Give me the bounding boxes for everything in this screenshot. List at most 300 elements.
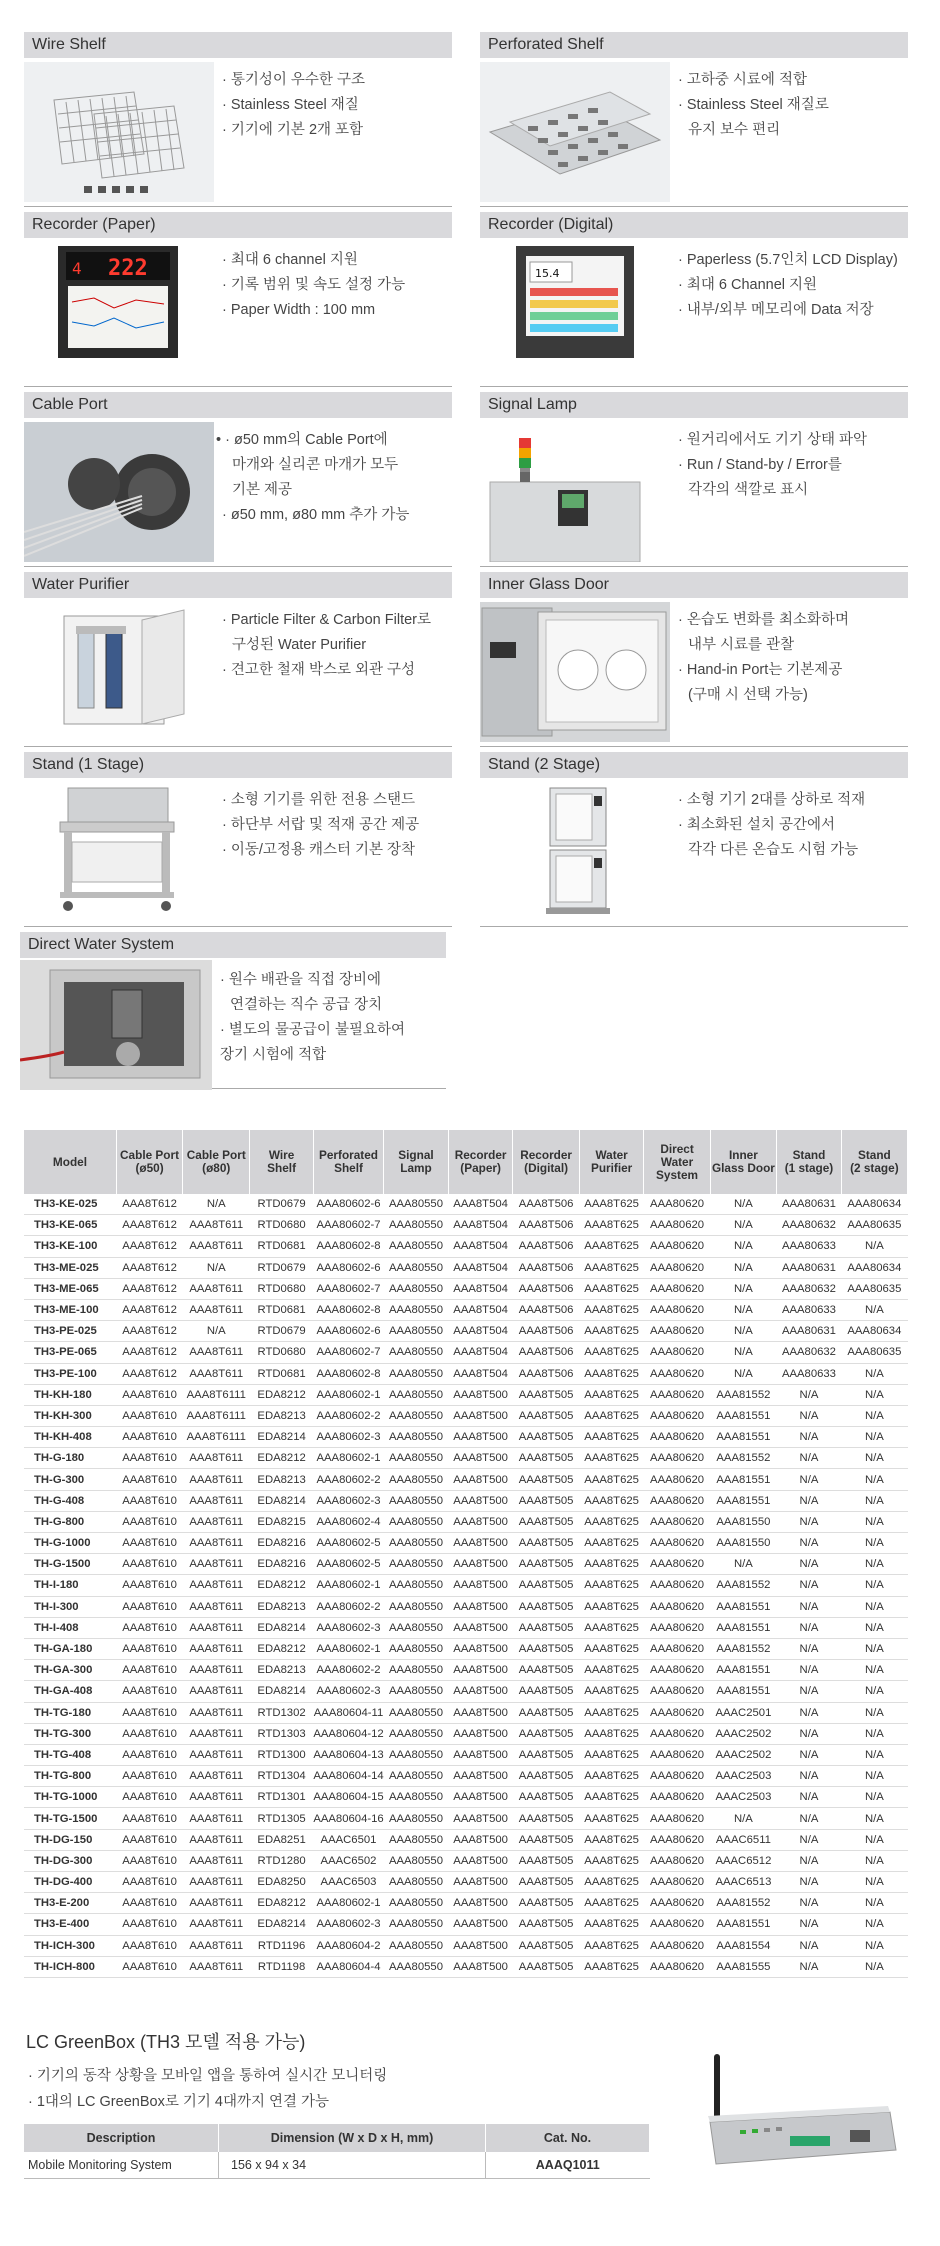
- cell-model: TH-TG-180: [24, 1702, 116, 1723]
- desc-line: · 기록 범위 및 속도 설정 가능: [222, 277, 406, 293]
- col-header: Stand (1 stage): [777, 1130, 842, 1194]
- stand-1-stage-image: [24, 782, 214, 922]
- table-cell: AAA80620: [644, 1808, 710, 1829]
- table-cell: EDA8214: [250, 1617, 313, 1638]
- table-cell: AAA8T610: [116, 1893, 182, 1914]
- table-cell: AAA8T611: [183, 1744, 250, 1765]
- table-cell: AAA80602-6: [313, 1321, 383, 1342]
- table-cell: RTD0681: [250, 1236, 313, 1257]
- table-cell: AAA8T500: [448, 1384, 513, 1405]
- table-cell: N/A: [777, 1469, 842, 1490]
- table-cell: EDA8214: [250, 1427, 313, 1448]
- card-description: [216, 428, 452, 528]
- table-cell: AAA8T500: [448, 1808, 513, 1829]
- table-cell: AAA8T611: [183, 1533, 250, 1554]
- cell-model: TH-DG-150: [24, 1829, 116, 1850]
- table-cell: AAA80602-7: [313, 1215, 383, 1236]
- table-cell: EDA8216: [250, 1533, 313, 1554]
- desc-line: · Particle Filter & Carbon Filter로: [222, 612, 431, 628]
- table-cell: AAA80550: [384, 1808, 449, 1829]
- table-cell: AAA80550: [384, 1914, 449, 1935]
- table-cell: AAAC2501: [710, 1702, 777, 1723]
- table-cell: RTD1198: [250, 1956, 313, 1977]
- table-cell: AAA80550: [384, 1194, 449, 1215]
- table-cell: AAA80550: [384, 1384, 449, 1405]
- table-cell: AAA80550: [384, 1257, 449, 1278]
- table-cell: AAA8T610: [116, 1427, 182, 1448]
- table-cell: AAA8T504: [448, 1321, 513, 1342]
- desc-line: · 소형 기기 2대를 상하로 적재: [678, 792, 866, 808]
- table-cell: AAA8T611: [183, 1702, 250, 1723]
- desc-line: · 기기에 기본 2개 포함: [222, 122, 364, 138]
- table-cell: AAA8T505: [513, 1469, 579, 1490]
- table-cell: AAA8T505: [513, 1554, 579, 1575]
- table-cell: AAA8T505: [513, 1935, 579, 1956]
- cell-cat-no: AAAQ1011: [486, 2152, 650, 2179]
- table-row: [24, 1638, 908, 1659]
- table-cell: RTD1302: [250, 1702, 313, 1723]
- table-cell: AAA8T500: [448, 1702, 513, 1723]
- table-cell: AAA8T506: [513, 1363, 579, 1384]
- table-cell: AAA8T500: [448, 1681, 513, 1702]
- table-body: [24, 1194, 908, 1977]
- table-cell: N/A: [841, 1575, 907, 1596]
- table-cell: N/A: [710, 1215, 777, 1236]
- table-cell: AAA80620: [644, 1850, 710, 1871]
- table-cell: AAA8T611: [183, 1278, 250, 1299]
- table-cell: AAA80602-8: [313, 1236, 383, 1257]
- table-cell: AAA8T500: [448, 1766, 513, 1787]
- table-cell: AAA80620: [644, 1257, 710, 1278]
- cell-model: TH-TG-408: [24, 1744, 116, 1765]
- table-cell: AAA8T625: [579, 1681, 644, 1702]
- table-cell: RTD0679: [250, 1194, 313, 1215]
- table-cell: AAA80620: [644, 1956, 710, 1977]
- card-description: [220, 968, 446, 1068]
- table-cell: AAA8T611: [183, 1596, 250, 1617]
- table-row: [24, 1702, 908, 1723]
- table-cell: AAA81551: [710, 1914, 777, 1935]
- table-cell: AAA8T500: [448, 1638, 513, 1659]
- cell-model: TH-TG-300: [24, 1723, 116, 1744]
- table-cell: AAA80550: [384, 1893, 449, 1914]
- table-cell: AAA8T611: [183, 1681, 250, 1702]
- table-cell: AAA8T505: [513, 1638, 579, 1659]
- table-cell: N/A: [777, 1511, 842, 1532]
- table-cell: AAA81552: [710, 1893, 777, 1914]
- greenbox-desc-line: · 1대의 LC GreenBox로 기기 4대까지 연결 가능: [28, 2094, 330, 2110]
- table-cell: RTD0679: [250, 1257, 313, 1278]
- desc-line: · Paperless (5.7인치 LCD Display): [678, 252, 898, 268]
- table-cell: AAA8T500: [448, 1511, 513, 1532]
- table-cell: AAA80602-1: [313, 1638, 383, 1659]
- paper-recorder-image: [24, 242, 214, 382]
- table-cell: AAA81554: [710, 1935, 777, 1956]
- table-cell: AAA81555: [710, 1956, 777, 1977]
- table-cell: N/A: [841, 1617, 907, 1638]
- table-cell: AAA8T610: [116, 1405, 182, 1426]
- table-cell: AAA80620: [644, 1829, 710, 1850]
- table-cell: AAA80550: [384, 1766, 449, 1787]
- table-cell: N/A: [841, 1448, 907, 1469]
- desc-line: 유지 보수 편리: [688, 122, 781, 138]
- table-cell: AAA8T625: [579, 1893, 644, 1914]
- table-cell: AAA8T504: [448, 1342, 513, 1363]
- table-cell: AAA8T611: [183, 1448, 250, 1469]
- table-cell: N/A: [841, 1893, 907, 1914]
- table-cell: AAA8T625: [579, 1427, 644, 1448]
- table-cell: AAA80620: [644, 1660, 710, 1681]
- cell-model: TH-G-180: [24, 1448, 116, 1469]
- desc-line: • · ø50 mm의 Cable Port에: [216, 432, 388, 448]
- table-cell: AAA8T611: [183, 1638, 250, 1659]
- cell-model: TH-TG-800: [24, 1766, 116, 1787]
- card-title: Recorder (Digital): [480, 212, 908, 238]
- table-cell: AAA80604-13: [313, 1744, 383, 1765]
- table-cell: AAA8T611: [183, 1808, 250, 1829]
- col-header: Inner Glass Door: [710, 1130, 777, 1194]
- card-description: [222, 248, 452, 323]
- table-cell: AAA8T612: [116, 1194, 182, 1215]
- table-cell: N/A: [841, 1850, 907, 1871]
- table-cell: AAA8T612: [116, 1299, 182, 1320]
- table-row: [24, 2152, 650, 2179]
- table-cell: N/A: [183, 1257, 250, 1278]
- cell-model: TH3-E-200: [24, 1893, 116, 1914]
- table-cell: AAA8T505: [513, 1956, 579, 1977]
- table-cell: AAA8T505: [513, 1448, 579, 1469]
- table-cell: RTD0681: [250, 1299, 313, 1320]
- desc-line: · 견고한 철재 박스로 외관 구성: [222, 662, 416, 678]
- table-cell: N/A: [777, 1808, 842, 1829]
- col-header: Cable Port (ø50): [116, 1130, 182, 1194]
- cell-model: TH-G-1500: [24, 1554, 116, 1575]
- table-cell: AAA8T610: [116, 1511, 182, 1532]
- table-cell: AAA8T506: [513, 1278, 579, 1299]
- table-cell: AAA8T500: [448, 1935, 513, 1956]
- table-cell: AAA8T625: [579, 1575, 644, 1596]
- card-description: [222, 68, 452, 143]
- table-cell: AAA8T610: [116, 1617, 182, 1638]
- table-cell: AAA8T610: [116, 1681, 182, 1702]
- cell-model: TH-GA-300: [24, 1660, 116, 1681]
- table-cell: AAA8T505: [513, 1511, 579, 1532]
- table-cell: AAA8T506: [513, 1299, 579, 1320]
- table-cell: RTD0681: [250, 1363, 313, 1384]
- table-cell: AAA80602-4: [313, 1511, 383, 1532]
- table-cell: N/A: [841, 1660, 907, 1681]
- table-cell: AAA8T610: [116, 1469, 182, 1490]
- table-cell: AAA80620: [644, 1469, 710, 1490]
- table-cell: AAA8T611: [183, 1766, 250, 1787]
- table-cell: N/A: [777, 1575, 842, 1596]
- table-cell: AAA8T610: [116, 1702, 182, 1723]
- table-cell: AAA80620: [644, 1236, 710, 1257]
- table-cell: AAA8T505: [513, 1914, 579, 1935]
- table-row: [24, 1490, 908, 1511]
- table-cell: N/A: [777, 1872, 842, 1893]
- greenbox-desc-line: · 기기의 동작 상황을 모바일 앱을 통하여 실시간 모니터링: [28, 2068, 388, 2084]
- table-cell: AAA8T611: [183, 1850, 250, 1871]
- table-cell: AAA80620: [644, 1194, 710, 1215]
- desc-line: · 소형 기기를 위한 전용 스탠드: [222, 792, 416, 808]
- table-cell: AAA80604-12: [313, 1723, 383, 1744]
- table-cell: AAA81550: [710, 1533, 777, 1554]
- table-cell: AAA8T625: [579, 1257, 644, 1278]
- table-cell: AAA81552: [710, 1384, 777, 1405]
- table-cell: AAAC2503: [710, 1787, 777, 1808]
- table-cell: AAA80602-1: [313, 1384, 383, 1405]
- table-cell: N/A: [777, 1787, 842, 1808]
- cell-model: TH3-KE-065: [24, 1215, 116, 1236]
- greenbox-device-image: [700, 2050, 900, 2170]
- table-cell: N/A: [841, 1723, 907, 1744]
- table-cell: N/A: [841, 1829, 907, 1850]
- wire-shelf-image: [24, 62, 214, 202]
- table-cell: AAA80602-3: [313, 1617, 383, 1638]
- table-cell: AAA8T611: [183, 1363, 250, 1384]
- stand-2-stage-image: [480, 782, 670, 922]
- table-cell: AAA8T625: [579, 1914, 644, 1935]
- desc-line: · 고하중 시료에 적합: [678, 72, 807, 88]
- table-cell: AAA80620: [644, 1321, 710, 1342]
- desc-line: · 별도의 물공급이 불필요하여: [220, 1022, 405, 1038]
- table-row: [24, 1956, 908, 1977]
- card-title: Signal Lamp: [480, 392, 908, 418]
- col-header: Dimension (W x D x H, mm): [219, 2124, 486, 2152]
- table-cell: AAA8T500: [448, 1596, 513, 1617]
- cell-dimension: 156 x 94 x 34: [219, 2152, 486, 2179]
- desc-line: · 통기성이 우수한 구조: [222, 72, 365, 88]
- table-cell: AAA8T500: [448, 1956, 513, 1977]
- table-cell: AAA80634: [841, 1321, 907, 1342]
- table-cell: AAA80602-3: [313, 1427, 383, 1448]
- table-cell: N/A: [841, 1872, 907, 1893]
- card-recorder-paper: [24, 212, 452, 387]
- table-cell: AAA80604-2: [313, 1935, 383, 1956]
- table-cell: RTD0680: [250, 1278, 313, 1299]
- table-cell: AAA80620: [644, 1787, 710, 1808]
- table-cell: AAA8T611: [183, 1872, 250, 1893]
- table-cell: AAA80604-15: [313, 1787, 383, 1808]
- table-cell: AAA8T612: [116, 1236, 182, 1257]
- card-description: [222, 788, 452, 863]
- table-cell: AAA80550: [384, 1956, 449, 1977]
- table-cell: AAA81550: [710, 1511, 777, 1532]
- table-cell: AAA80550: [384, 1723, 449, 1744]
- table-cell: AAA80550: [384, 1596, 449, 1617]
- desc-line: 내부 시료를 관찰: [688, 637, 795, 653]
- table-cell: RTD1305: [250, 1808, 313, 1829]
- card-title: Stand (1 Stage): [24, 752, 452, 778]
- card-stand-2-stage: [480, 752, 908, 927]
- table-cell: AAA8T505: [513, 1405, 579, 1426]
- cell-model: TH-ICH-300: [24, 1935, 116, 1956]
- desc-line: 장기 시험에 적합: [220, 1047, 327, 1063]
- table-cell: AAA8T500: [448, 1469, 513, 1490]
- table-cell: AAA8T611: [183, 1554, 250, 1575]
- table-cell: AAA80620: [644, 1342, 710, 1363]
- table-cell: N/A: [777, 1617, 842, 1638]
- table-cell: AAA80550: [384, 1660, 449, 1681]
- table-header-row: [24, 1130, 908, 1194]
- table-cell: EDA8215: [250, 1511, 313, 1532]
- table-cell: N/A: [710, 1278, 777, 1299]
- table-cell: AAA8T504: [448, 1299, 513, 1320]
- table-cell: N/A: [841, 1744, 907, 1765]
- table-cell: N/A: [777, 1660, 842, 1681]
- table-cell: AAA80620: [644, 1384, 710, 1405]
- accessory-spec-table: [24, 1130, 908, 1978]
- table-cell: AAA8T6111: [183, 1405, 250, 1426]
- table-cell: AAA8T506: [513, 1321, 579, 1342]
- table-cell: N/A: [841, 1681, 907, 1702]
- table-cell: N/A: [841, 1956, 907, 1977]
- table-cell: AAA80550: [384, 1342, 449, 1363]
- desc-line: · 원수 배관을 직접 장비에: [220, 972, 382, 988]
- table-cell: N/A: [841, 1490, 907, 1511]
- table-cell: AAAC6511: [710, 1829, 777, 1850]
- cell-model: TH-KH-408: [24, 1427, 116, 1448]
- table-cell: AAA80620: [644, 1299, 710, 1320]
- table-cell: AAA80631: [777, 1194, 842, 1215]
- table-cell: N/A: [777, 1935, 842, 1956]
- table-cell: AAA80620: [644, 1533, 710, 1554]
- table-cell: AAA80635: [841, 1342, 907, 1363]
- lamp-amber: [519, 448, 531, 458]
- table-cell: AAA8T625: [579, 1511, 644, 1532]
- table-cell: AAA8T610: [116, 1850, 182, 1871]
- table-cell: N/A: [841, 1554, 907, 1575]
- table-row: [24, 1469, 908, 1490]
- table-cell: AAA8T500: [448, 1850, 513, 1871]
- table-cell: AAA8T611: [183, 1829, 250, 1850]
- table-cell: AAA80633: [777, 1236, 842, 1257]
- desc-line: · 원거리에서도 기기 상태 파악: [678, 432, 868, 448]
- table-cell: AAAC2503: [710, 1766, 777, 1787]
- table-cell: AAA80604-11: [313, 1702, 383, 1723]
- table-cell: AAA8T612: [116, 1342, 182, 1363]
- table-cell: EDA8213: [250, 1405, 313, 1426]
- desc-line: 마개와 실리콘 마개가 모두: [232, 457, 399, 473]
- table-cell: AAA80620: [644, 1617, 710, 1638]
- card-description: [678, 248, 908, 323]
- table-cell: N/A: [841, 1236, 907, 1257]
- table-cell: AAA80550: [384, 1829, 449, 1850]
- table-cell: EDA8212: [250, 1893, 313, 1914]
- table-cell: AAA80550: [384, 1533, 449, 1554]
- table-cell: AAA8T505: [513, 1766, 579, 1787]
- table-cell: N/A: [777, 1427, 842, 1448]
- table-cell: EDA8212: [250, 1575, 313, 1596]
- table-cell: AAA8T611: [183, 1469, 250, 1490]
- table-cell: AAA8T625: [579, 1215, 644, 1236]
- table-cell: AAA8T505: [513, 1596, 579, 1617]
- table-cell: AAA8T625: [579, 1469, 644, 1490]
- table-cell: N/A: [841, 1405, 907, 1426]
- col-header: Water Purifier: [579, 1130, 644, 1194]
- card-title: Direct Water System: [20, 932, 446, 958]
- water-purifier-image: [24, 602, 214, 742]
- desc-line: 각각 다른 온습도 시험 가능: [688, 842, 859, 858]
- table-row: [24, 1257, 908, 1278]
- desc-line: 각각의 색깔로 표시: [688, 482, 809, 498]
- table-cell: AAAC2502: [710, 1723, 777, 1744]
- table-cell: AAA80631: [777, 1321, 842, 1342]
- table-cell: AAA8T610: [116, 1872, 182, 1893]
- table-cell: RTD1303: [250, 1723, 313, 1744]
- table-cell: AAA8T505: [513, 1702, 579, 1723]
- desc-line: 기본 제공: [232, 482, 293, 498]
- table-cell: AAA80602-1: [313, 1893, 383, 1914]
- table-cell: AAA81551: [710, 1681, 777, 1702]
- table-cell: AAA8T610: [116, 1554, 182, 1575]
- table-cell: AAA8T505: [513, 1893, 579, 1914]
- cell-model: TH-DG-400: [24, 1872, 116, 1893]
- desc-line: · Hand-in Port는 기본제공: [678, 662, 843, 678]
- table-cell: N/A: [841, 1914, 907, 1935]
- table-cell: AAA80550: [384, 1490, 449, 1511]
- table-cell: AAA8T610: [116, 1533, 182, 1554]
- table-cell: EDA8214: [250, 1914, 313, 1935]
- table-cell: AAA8T610: [116, 1448, 182, 1469]
- table-cell: AAA80550: [384, 1469, 449, 1490]
- table-cell: N/A: [841, 1702, 907, 1723]
- table-cell: AAA8T625: [579, 1299, 644, 1320]
- table-cell: N/A: [183, 1321, 250, 1342]
- table-cell: AAA8T500: [448, 1405, 513, 1426]
- cable-port-image: [24, 422, 214, 562]
- table-cell: AAA8T500: [448, 1448, 513, 1469]
- inner-glass-door-image: [480, 602, 670, 742]
- table-cell: AAA8T625: [579, 1850, 644, 1871]
- table-cell: AAA80550: [384, 1935, 449, 1956]
- card-inner-glass-door: [480, 572, 908, 747]
- table-cell: AAA80635: [841, 1278, 907, 1299]
- table-cell: AAA80632: [777, 1278, 842, 1299]
- table-cell: AAA8T500: [448, 1723, 513, 1744]
- cell-model: TH-G-1000: [24, 1533, 116, 1554]
- table-cell: AAA8T612: [116, 1321, 182, 1342]
- table-cell: AAA80602-1: [313, 1448, 383, 1469]
- table-cell: AAA80602-2: [313, 1596, 383, 1617]
- card-direct-water-system: [20, 932, 446, 1089]
- table-cell: AAA80602-3: [313, 1681, 383, 1702]
- table-cell: AAA80604-16: [313, 1808, 383, 1829]
- table-cell: N/A: [777, 1744, 842, 1765]
- table-cell: AAA8T625: [579, 1342, 644, 1363]
- table-cell: AAA8T625: [579, 1808, 644, 1829]
- table-cell: AAA80550: [384, 1872, 449, 1893]
- desc-line: · 온습도 변화를 최소화하며: [678, 612, 849, 628]
- col-header: Signal Lamp: [384, 1130, 449, 1194]
- table-cell: N/A: [777, 1384, 842, 1405]
- table-cell: N/A: [777, 1893, 842, 1914]
- table-cell: AAA8T625: [579, 1956, 644, 1977]
- table-cell: AAA8T505: [513, 1384, 579, 1405]
- card-cable-port: [24, 392, 452, 567]
- col-header: Recorder (Paper): [448, 1130, 513, 1194]
- svg-text:4: 4: [72, 259, 82, 278]
- table-cell: AAA8T610: [116, 1766, 182, 1787]
- table-cell: AAA8T625: [579, 1660, 644, 1681]
- card-title: Perforated Shelf: [480, 32, 908, 58]
- table-cell: AAA8T610: [116, 1723, 182, 1744]
- table-cell: AAA80550: [384, 1681, 449, 1702]
- table-cell: AAA80632: [777, 1342, 842, 1363]
- card-perforated-shelf: [480, 32, 908, 207]
- table-row: [24, 1850, 908, 1871]
